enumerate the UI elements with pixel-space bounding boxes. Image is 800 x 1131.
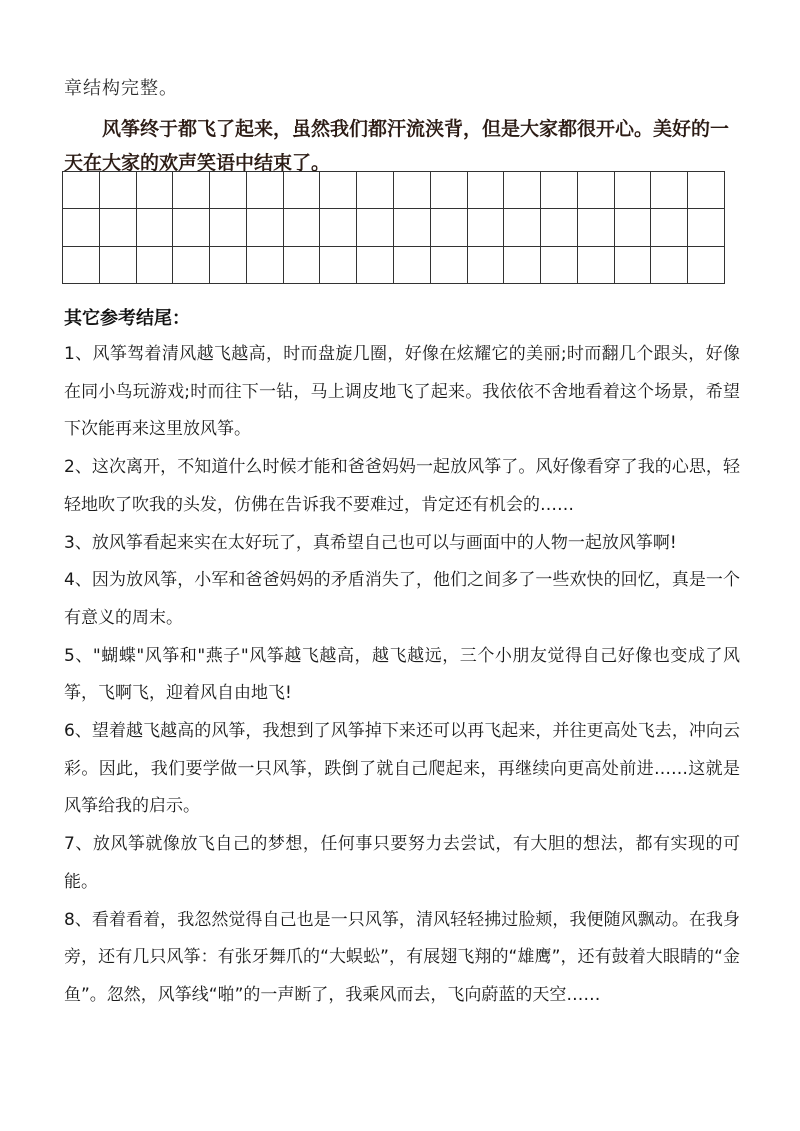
grid-cell xyxy=(468,172,505,209)
grid-cell xyxy=(651,209,688,246)
grid-cell xyxy=(247,172,284,209)
grid-cell xyxy=(137,172,174,209)
grid-cell xyxy=(210,247,247,284)
grid-cell xyxy=(394,209,431,246)
list-item: 1、风筝驾着清风越飞越高，时而盘旋几圈，好像在炫耀它的美丽;时而翻几个跟头，好像在同小鸟玩游戏;时而往下一钻，马上调皮地飞了起来。我依依不舍地看着这个场景，希望下次能再来这里放风筝。 xyxy=(64,344,740,440)
grid-cell xyxy=(357,209,394,246)
grid-cell xyxy=(615,247,652,284)
grid-cell xyxy=(578,209,615,246)
grid-cell xyxy=(431,172,468,209)
ending-paragraph: 风筝终于都飞了起来，虽然我们都汗流浃背，但是大家都很开心。美好的一天在大家的欢声笑语中结束了。 xyxy=(64,118,730,174)
writing-grid xyxy=(62,171,725,284)
grid-cell xyxy=(394,247,431,284)
grid-cell xyxy=(504,247,541,284)
grid-cell xyxy=(468,209,505,246)
grid-cell xyxy=(394,172,431,209)
grid-cell xyxy=(431,247,468,284)
grid-cell xyxy=(63,209,100,246)
grid-cell xyxy=(247,247,284,284)
grid-cell xyxy=(688,247,725,284)
grid-cell xyxy=(688,209,725,246)
grid-cell xyxy=(320,172,357,209)
list-item: 4、因为放风筝，小军和爸爸妈妈的矛盾消失了，他们之间多了一些欢快的回忆，真是一个有意义的周末。 xyxy=(64,570,740,628)
grid-cell xyxy=(320,247,357,284)
grid-cell xyxy=(100,209,137,246)
grid-cell xyxy=(320,209,357,246)
list-item: 3、放风筝看起来实在太好玩了，真希望自己也可以与画面中的人物一起放风筝啊! xyxy=(64,532,677,553)
other-endings-heading: 其它参考结尾： xyxy=(64,308,190,329)
list-item: 5、"蝴蝶"风筝和"燕子"风筝越飞越高，越飞越远，三个小朋友觉得自己好像也变成了风筝，飞啊飞，迎着风自由地飞! xyxy=(64,645,740,704)
grid-cell xyxy=(284,209,321,246)
grid-cell xyxy=(468,247,505,284)
grid-cell xyxy=(431,209,468,246)
grid-cell xyxy=(688,172,725,209)
grid-cell xyxy=(173,247,210,284)
list-item: 6、望着越飞越高的风筝，我想到了风筝掉下来还可以再飞起来，并往更高处飞去，冲向云彩。因此，我们要学做一只风筝，跌倒了就自己爬起来，再继续向更高处前进……这就是风筝给我的启示。 xyxy=(64,721,740,817)
grid-cell xyxy=(504,172,541,209)
grid-cell xyxy=(615,209,652,246)
grid-cell xyxy=(100,247,137,284)
grid-cell xyxy=(137,209,174,246)
grid-cell xyxy=(247,209,284,246)
grid-cell xyxy=(578,247,615,284)
grid-cell xyxy=(63,172,100,209)
grid-cell xyxy=(578,172,615,209)
grid-cell xyxy=(210,172,247,209)
grid-cell xyxy=(137,247,174,284)
grid-cell xyxy=(210,209,247,246)
grid-cell xyxy=(615,172,652,209)
grid-cell xyxy=(173,209,210,246)
grid-cell xyxy=(357,172,394,209)
other-endings-list xyxy=(64,336,740,1015)
grid-cell xyxy=(100,172,137,209)
grid-cell xyxy=(357,247,394,284)
grid-cell xyxy=(541,247,578,284)
list-item: 8、看着看着，我忽然觉得自己也是一只风筝，清风轻轻拂过脸颊，我便随风飘动。在我身旁，还有几只风筝：有张牙舞爪的“大蜈蚣”，有展翅飞翔的“雄鹰”，还有鼓着大眼睛的“金鱼”。忽然，风筝线“啪”的一声断了，我乘风而去，飞向蔚蓝的天空…… xyxy=(64,909,740,1005)
continued-text-line: 章结构完整。 xyxy=(64,78,178,99)
grid-cell xyxy=(284,172,321,209)
grid-cell xyxy=(63,247,100,284)
list-item: 2、这次离开，不知道什么时候才能和爸爸妈妈一起放风筝了。风好像看穿了我的心思，轻轻地吹了吹我的头发，仿佛在告诉我不要难过，肯定还有机会的…… xyxy=(64,457,740,515)
grid-cell xyxy=(284,247,321,284)
grid-cell xyxy=(541,172,578,209)
grid-cell xyxy=(504,209,541,246)
grid-cell xyxy=(651,172,688,209)
list-item: 7、放风筝就像放飞自己的梦想，任何事只要努力去尝试，有大胆的想法，都有实现的可能。 xyxy=(64,834,740,892)
grid-cell xyxy=(651,247,688,284)
grid-cell xyxy=(173,172,210,209)
grid-cell xyxy=(541,209,578,246)
